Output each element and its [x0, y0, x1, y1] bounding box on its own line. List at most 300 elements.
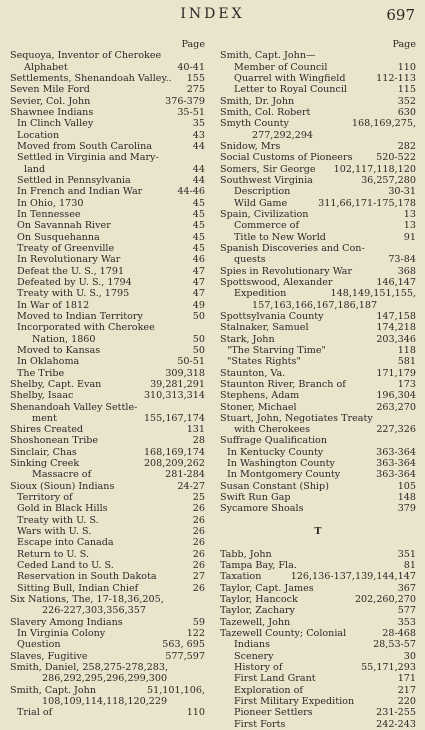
index-entry	[220, 696, 416, 707]
index-entry	[220, 356, 416, 367]
index-entry	[220, 583, 416, 594]
entry-text: Snidow, Mrs	[220, 140, 281, 152]
entry-page: 30-31	[388, 186, 416, 198]
entry-text: Settlements, Shenandoah Valley..	[10, 72, 172, 84]
entry-text: Quarrel with Wingfield	[234, 72, 346, 84]
index-entry	[10, 435, 205, 446]
index-entry	[10, 243, 205, 254]
entry-text: Description	[234, 186, 291, 198]
entry-text: Taylor, Zachary	[220, 605, 295, 617]
entry-page: 50	[192, 310, 205, 322]
entry-page: 148	[397, 492, 416, 504]
entry-text: Question	[17, 639, 61, 651]
entry-text: Pioneer Settlers	[234, 707, 313, 719]
entry-text: Member of Council	[234, 61, 328, 73]
entry-text: Return to U. S.	[17, 548, 90, 560]
entry-page: 118	[397, 344, 416, 356]
index-entry	[220, 209, 416, 220]
entry-text: In Tennessee	[17, 208, 81, 220]
index-entry	[220, 277, 416, 288]
entry-text: Ceded Land to U. S.	[17, 560, 114, 572]
page-title: INDEX	[180, 6, 245, 22]
entry-text: Smith, Col. Robert	[220, 106, 311, 118]
entry-page: 115	[397, 84, 416, 96]
entry-page: 45	[192, 197, 205, 209]
index-entry	[10, 62, 205, 73]
page-header	[0, 6, 425, 28]
entry-text: Scenery	[234, 650, 274, 662]
entry-text: Expedition	[234, 288, 287, 300]
entry-text: Taylor, Hancock	[220, 594, 298, 606]
entry-text: First Military Expedition	[234, 696, 355, 708]
entry-text: Trial of	[17, 707, 53, 719]
entry-page: 367	[397, 582, 416, 594]
entry-page: 26	[192, 560, 205, 572]
entry-page: 47	[192, 288, 205, 300]
index-entry	[220, 685, 416, 696]
entry-page: 131	[186, 424, 205, 436]
entry-text: Six Nations, The, 17-18,36,205,	[10, 594, 164, 606]
entry-page: 36,257,280	[361, 174, 416, 186]
index-entry	[10, 84, 205, 95]
index-entry	[220, 413, 416, 424]
index-entry	[10, 288, 205, 299]
index-entry	[10, 107, 205, 118]
entry-page: 51,101,106,	[147, 684, 205, 696]
entry-text: Location	[17, 129, 60, 141]
entry-text: Wild Game	[234, 197, 288, 209]
index-entry	[10, 639, 205, 650]
entry-text: Slavery Among Indians	[10, 616, 123, 628]
index-entry	[10, 118, 205, 129]
entry-text: Defeat the U. S., 1791	[17, 265, 125, 277]
entry-page: 363-364	[376, 446, 416, 458]
entry-page: 520-522	[376, 152, 416, 164]
index-entry	[220, 571, 416, 582]
entry-text: Somers, Sir George	[220, 163, 316, 175]
index-entry	[10, 481, 205, 492]
entry-text: Shawnee Indians	[10, 106, 94, 118]
entry-text: Treaty with U. S.	[17, 514, 99, 526]
page-number: 697	[386, 6, 415, 24]
index-entry	[10, 73, 205, 84]
entry-text: Swift Run Gap	[220, 492, 291, 504]
entry-text: Massacre of	[32, 469, 92, 481]
entry-page: 203,346	[376, 333, 416, 345]
index-entry	[10, 311, 205, 322]
index-entry	[220, 707, 416, 718]
entry-text: In Washington County	[227, 458, 335, 470]
entry-page: 40-41	[177, 61, 205, 73]
index-entry	[220, 152, 416, 163]
entry-text: History of	[234, 662, 283, 674]
entry-page: 47	[192, 265, 205, 277]
entry-text: Incorporated with Cherokee	[17, 322, 155, 334]
entry-page: 208,209,262	[143, 458, 205, 470]
entry-text: Moved to Kansas	[17, 344, 101, 356]
entry-page: 110	[397, 61, 416, 73]
entry-page: 49	[192, 299, 205, 311]
entry-text: Spottsylvania County	[220, 310, 324, 322]
entry-text: quests	[234, 254, 266, 266]
entry-page: 196,304	[376, 390, 416, 402]
section-letter: T	[314, 526, 322, 538]
entry-text: Letter to Royal Council	[234, 84, 347, 96]
entry-text: Nation, 1860	[32, 333, 96, 345]
entry-text: In Virginia Colony	[17, 628, 106, 640]
index-entry	[220, 62, 416, 73]
entry-text: Spottswood, Alexander	[220, 276, 333, 288]
entry-page: 46	[192, 254, 205, 266]
entry-text: Reservation in South Dakota	[17, 571, 157, 583]
entry-text: Exploration of	[234, 684, 303, 696]
entry-page: 309,318	[165, 367, 205, 379]
entry-page: 28	[192, 435, 205, 447]
entry-page: 91	[403, 231, 416, 243]
entry-page: 122	[186, 628, 205, 640]
entry-text: Shelby, Isaac	[10, 390, 74, 402]
entry-page: 351	[397, 548, 416, 560]
index-entry	[220, 50, 416, 61]
entry-page: 50-51	[177, 356, 205, 368]
index-entry	[10, 390, 205, 401]
entry-page: 28,53-57	[373, 639, 416, 651]
index-entry	[220, 266, 416, 277]
entry-page: 112-113	[376, 72, 416, 84]
entry-page: 81	[403, 560, 416, 572]
index-entry	[10, 707, 205, 718]
index-entry	[10, 696, 205, 707]
entry-text: Sevier, Col. John	[10, 95, 91, 107]
entry-text: In Clinch Valley	[17, 118, 94, 130]
index-entry	[10, 322, 205, 333]
index-entry	[10, 130, 205, 141]
entry-text: Smith, Capt. John	[10, 684, 97, 696]
entry-page: 45	[192, 208, 205, 220]
index-entry	[10, 469, 205, 480]
index-entry	[220, 311, 416, 322]
index-entry	[10, 685, 205, 696]
index-entry	[220, 164, 416, 175]
entry-page: 155,167,174	[143, 412, 205, 424]
index-entry	[10, 175, 205, 186]
entry-page: 73-84	[388, 254, 416, 266]
index-entry	[220, 288, 416, 299]
entry-page: 44	[192, 163, 205, 175]
entry-page: 13	[403, 208, 416, 220]
index-entry	[220, 300, 416, 311]
entry-text: 226-227,303,356,357	[42, 605, 146, 617]
index-entry	[10, 345, 205, 356]
entry-page: 26	[192, 514, 205, 526]
entry-text: "States Rights"	[227, 356, 301, 368]
index-entry	[220, 469, 416, 480]
entry-page: 310,313,314	[143, 390, 205, 402]
entry-page: 171,179	[376, 367, 416, 379]
index-entry	[220, 503, 416, 514]
entry-text: Tampa Bay, Fla.	[220, 560, 297, 572]
index-entry	[10, 379, 205, 390]
index-entry	[220, 198, 416, 209]
entry-text: 286,292,295,296,299,300	[42, 673, 168, 685]
entry-text: Stuart, John, Negotiates Treaty	[220, 412, 373, 424]
entry-text: Social Customs of Pioneers	[220, 152, 353, 164]
entry-text: On Susquehanna	[17, 231, 100, 243]
entry-text: Territory of	[17, 492, 73, 504]
index-entry	[10, 277, 205, 288]
spacer	[220, 537, 416, 548]
index-entry	[10, 300, 205, 311]
entry-page: 155	[186, 72, 205, 84]
index-entry	[10, 537, 205, 548]
entry-page: 220	[397, 696, 416, 708]
entry-page: 202,260,270	[354, 594, 416, 606]
entry-page: 26	[192, 526, 205, 538]
entry-text: Southwest Virginia	[220, 174, 313, 186]
index-entry	[10, 594, 205, 605]
entry-text: In Montgomery County	[227, 469, 341, 481]
entry-text: Commerce of	[234, 220, 300, 232]
entry-page: 363-364	[376, 469, 416, 481]
entry-page: 146,147	[376, 276, 416, 288]
entry-page: 147,158	[376, 310, 416, 322]
entry-text: Settled in Virginia and Mary-	[17, 152, 159, 164]
entry-text: Shenandoah Valley Settle-	[10, 401, 138, 413]
index-entry	[10, 164, 205, 175]
index-entry	[10, 334, 205, 345]
entry-text: with Cherokees	[234, 424, 311, 436]
index-entry	[10, 651, 205, 662]
index-entry	[10, 571, 205, 582]
entry-page: 24-27	[177, 480, 205, 492]
entry-page: 50	[192, 333, 205, 345]
index-entry	[10, 617, 205, 628]
entry-text: Spies in Revolutionary War	[220, 265, 353, 277]
index-entry	[10, 198, 205, 209]
entry-text: Title to New World	[234, 231, 326, 243]
index-entry	[10, 413, 205, 424]
index-entry	[10, 254, 205, 265]
entry-page: 174,218	[376, 322, 416, 334]
entry-text: Gold in Black Hills	[17, 503, 108, 515]
entry-text: Escape into Canada	[17, 537, 114, 549]
entry-page: 28-468	[382, 628, 416, 640]
entry-text: 277,292,294	[252, 129, 314, 141]
entry-text: In Oklahoma	[17, 356, 80, 368]
entry-text: Wars with U. S.	[17, 526, 92, 538]
index-entry	[220, 130, 416, 141]
index-entry	[220, 447, 416, 458]
column-heading-page: Page	[392, 39, 416, 50]
index-entry	[220, 651, 416, 662]
entry-text: Shoshonean Tribe	[10, 435, 99, 447]
index-entry	[10, 492, 205, 503]
spacer	[220, 515, 416, 526]
entry-page: 45	[192, 242, 205, 254]
entry-page: 148,149,151,155,	[330, 288, 416, 300]
index-entry	[10, 96, 205, 107]
entry-text: Sitting Bull, Indian Chief	[17, 582, 139, 594]
index-entry	[10, 356, 205, 367]
entry-text: ment	[32, 412, 57, 424]
index-entry	[220, 141, 416, 152]
index-entry	[10, 152, 205, 163]
entry-page: 35	[192, 118, 205, 130]
entry-page: 55,171,293	[361, 662, 416, 674]
entry-text: Sioux (Sioun) Indians	[10, 480, 115, 492]
index-entry	[220, 628, 416, 639]
entry-page: 35-51	[177, 106, 205, 118]
entry-page: 577	[397, 605, 416, 617]
entry-page: 44	[192, 174, 205, 186]
index-entry	[10, 560, 205, 571]
index-entry	[220, 107, 416, 118]
entry-page: 44-46	[177, 186, 205, 198]
entry-page: 39,281,291	[150, 378, 205, 390]
entry-text: Treaty with U. S., 1795	[17, 288, 130, 300]
index-entry	[220, 379, 416, 390]
index-entry	[220, 334, 416, 345]
entry-text: Treaty of Greenville	[17, 242, 115, 254]
index-entry	[10, 424, 205, 435]
entry-text: In Ohio, 1730	[17, 197, 84, 209]
entry-text: Seven Mile Ford	[10, 84, 90, 96]
entry-page: 30	[403, 650, 416, 662]
entry-text: Sequoya, Inventor of Cherokee	[10, 50, 162, 62]
entry-text: Stoner, Michael	[220, 401, 297, 413]
entry-page: 45	[192, 220, 205, 232]
entry-page: 242-243	[376, 718, 416, 730]
entry-text: Stark, John	[220, 333, 275, 345]
entry-text: Slaves, Fugitive	[10, 650, 88, 662]
index-entry	[10, 402, 205, 413]
entry-text: Sinking Creek	[10, 458, 80, 470]
index-entry	[10, 583, 205, 594]
entry-text: Settled in Pennsylvania	[17, 174, 131, 186]
entry-text: In French and Indian War	[17, 186, 143, 198]
entry-page: 275	[186, 84, 205, 96]
entry-text: Smith, Daniel, 258,275-278,283,	[10, 662, 169, 674]
entry-text: Taxation	[220, 571, 262, 583]
index-entry	[220, 673, 416, 684]
index-entry	[10, 232, 205, 243]
entry-page: 363-364	[376, 458, 416, 470]
entry-text: Taylor, Capt. James	[220, 582, 314, 594]
entry-page: 168,169,275,	[351, 118, 416, 130]
index-entry	[220, 186, 416, 197]
entry-page: 263,270	[376, 401, 416, 413]
index-entry	[220, 617, 416, 628]
index-entry	[220, 96, 416, 107]
entry-page: 43	[192, 129, 205, 141]
entry-text: "The Starving Time"	[227, 344, 326, 356]
index-entry	[220, 662, 416, 673]
entry-page: 581	[397, 356, 416, 368]
index-entry	[10, 141, 205, 152]
entry-text: Smith, Dr. John	[220, 95, 295, 107]
entry-text: In Kentucky County	[227, 446, 324, 458]
index-entry	[220, 719, 416, 730]
entry-text: Smith, Capt. John—	[220, 50, 316, 62]
entry-page: 217	[397, 684, 416, 696]
entry-text: Tazewell County; Colonial	[220, 628, 347, 640]
index-entry	[220, 594, 416, 605]
index-entry	[220, 402, 416, 413]
entry-text: First Forts	[234, 718, 286, 730]
index-entry	[10, 368, 205, 379]
entry-page: 352	[397, 95, 416, 107]
index-entry	[220, 175, 416, 186]
entry-page: 171	[397, 673, 416, 685]
index-entry	[220, 481, 416, 492]
entry-text: Susan Constant (Ship)	[220, 480, 329, 492]
column-heading-page: Page	[181, 39, 205, 50]
entry-page: 25	[192, 492, 205, 504]
index-entry	[10, 628, 205, 639]
entry-page: 26	[192, 582, 205, 594]
entry-page: 168,169,174	[143, 446, 205, 458]
index-entry	[220, 220, 416, 231]
entry-page: 126,136-137,139,144,147	[290, 571, 416, 583]
index-entry	[220, 435, 416, 446]
entry-page: 311,66,171-175,178	[318, 197, 416, 209]
entry-page: 368	[397, 265, 416, 277]
entry-text: Staunton River, Branch of	[220, 378, 346, 390]
index-entry	[220, 118, 416, 129]
index-entry	[220, 345, 416, 356]
index-entry	[10, 605, 205, 616]
index-entry	[10, 526, 205, 537]
entry-text: Tazewell, John	[220, 616, 291, 628]
entry-page: 379	[397, 503, 416, 515]
index-entry	[220, 390, 416, 401]
index-entry	[10, 220, 205, 231]
index-entry	[10, 186, 205, 197]
index-entry	[10, 447, 205, 458]
entry-page: 13	[403, 220, 416, 232]
entry-page: 353	[397, 616, 416, 628]
entry-text: Stephens, Adam	[220, 390, 300, 402]
entry-text: Indians	[234, 639, 270, 651]
index-entry	[220, 549, 416, 560]
entry-text: Spain, Civilization	[220, 208, 309, 220]
index-entry	[10, 673, 205, 684]
index-entry	[220, 368, 416, 379]
entry-text: On Savannah River	[17, 220, 111, 232]
entry-page: 26	[192, 503, 205, 515]
entry-text: Shelby, Capt. Evan	[10, 378, 102, 390]
entry-text: Spanish Discoveries and Con-	[220, 242, 365, 254]
entry-page: 45	[192, 231, 205, 243]
entry-page: 577,597	[165, 650, 205, 662]
entry-text: Stalnaker, Samuel	[220, 322, 309, 334]
index-entry	[10, 266, 205, 277]
entry-text: First Land Grant	[234, 673, 316, 685]
index-entry	[220, 73, 416, 84]
entry-page: 44	[192, 140, 205, 152]
entry-text: Moved from South Carolina	[17, 140, 153, 152]
index-entry	[10, 549, 205, 560]
entry-page: 227,326	[376, 424, 416, 436]
entry-text: 157,163,166,167,186,187	[252, 299, 378, 311]
index-entry	[10, 503, 205, 514]
index-entry	[10, 50, 205, 61]
entry-page: 281-284	[165, 469, 205, 481]
index-entry	[10, 662, 205, 673]
entry-text: The Tribe	[17, 367, 65, 379]
index-entry	[220, 492, 416, 503]
entry-text: Shires Created	[10, 424, 84, 436]
